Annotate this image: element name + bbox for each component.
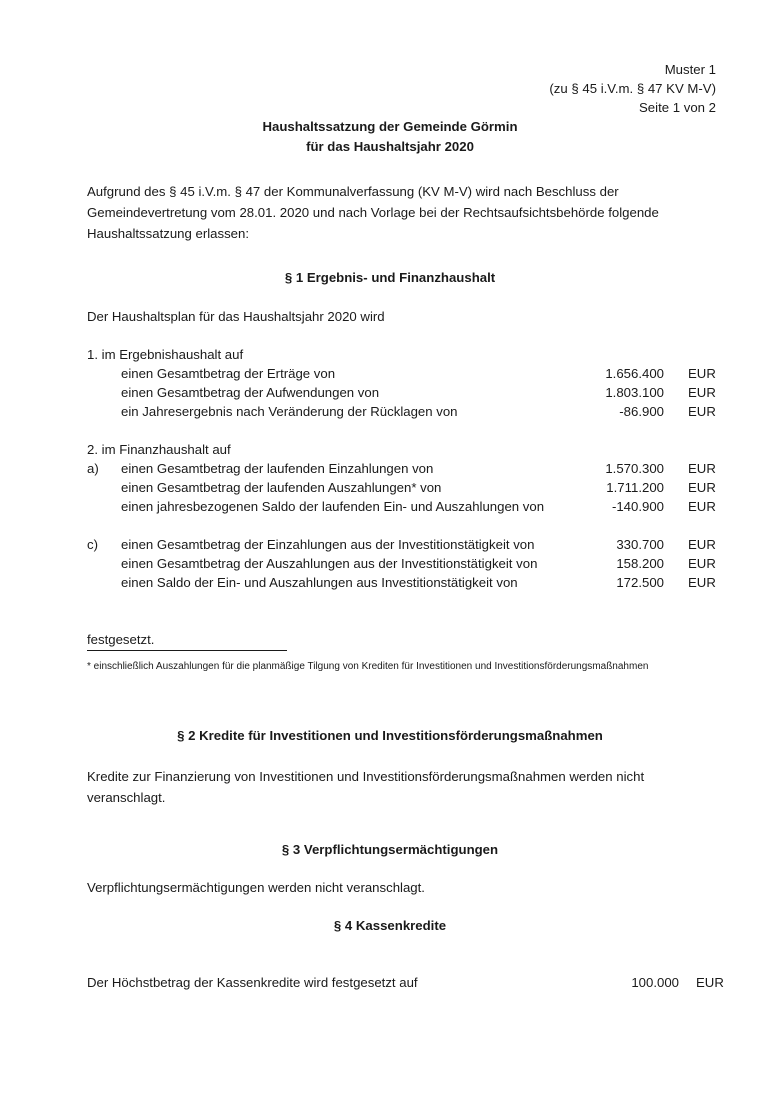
finanz-row-label: einen Gesamtbetrag der Einzahlungen aus der Investitionstätigkeit von — [121, 537, 535, 552]
ergebnis-heading: 1. im Ergebnishaushalt auf — [87, 347, 244, 362]
section-3-heading: § 3 Verpflichtungsermächtigungen — [281, 842, 499, 857]
finanz-heading: 2. im Finanzhaushalt auf — [87, 442, 231, 457]
finanz-row-currency: EUR — [688, 461, 716, 476]
finanz-row-amount: 1.570.300 — [605, 461, 664, 476]
ergebnis-row-amount: 1.803.100 — [605, 385, 664, 400]
section-1-heading: § 1 Ergebnis- und Finanzhaushalt — [284, 270, 496, 285]
list-marker-a: a) — [87, 461, 99, 476]
section-4-currency: EUR — [696, 975, 724, 990]
finanz-row-label: einen jahresbezogenen Saldo der laufenden Ein- und Auszahlungen von — [121, 499, 545, 514]
section-1-lead: Der Haushaltsplan für das Haushaltsjahr 2020 wird — [87, 309, 385, 324]
list-marker-c: c) — [87, 537, 98, 552]
section-3-text: Verpflichtungsermächtigungen werden nicht veranschlagt. — [87, 880, 425, 895]
finanz-row-label: einen Gesamtbetrag der laufenden Auszahlungen* von — [121, 480, 442, 495]
section-2-heading: § 2 Kredite für Investitionen und Investitionsförderungsmaßnahmen — [177, 728, 603, 743]
ergebnis-row-currency: EUR — [688, 385, 716, 400]
finanz-row-currency: EUR — [688, 499, 716, 514]
footnote: * einschließlich Auszahlungen für die planmäßige Tilgung von Krediten für Investitionen und Investitionsförderungsmaßnahmen — [87, 661, 649, 672]
closing-text: festgesetzt. — [87, 632, 155, 647]
ergebnis-row-currency: EUR — [688, 366, 716, 381]
finanz-row-amount: 172.500 — [616, 575, 664, 590]
form-number: Muster 1 — [664, 62, 716, 77]
finanz-row-currency: EUR — [688, 480, 716, 495]
ergebnis-row-label: einen Gesamtbetrag der Aufwendungen von — [121, 385, 380, 400]
finanz-row-currency: EUR — [688, 537, 716, 552]
ergebnis-row-amount: 1.656.400 — [605, 366, 664, 381]
finanz-row-label: einen Gesamtbetrag der laufenden Einzahlungen von — [121, 461, 434, 476]
document-subtitle: für das Haushaltsjahr 2020 — [306, 139, 474, 154]
section-4-label: Der Höchstbetrag der Kassenkredite wird festgesetzt auf — [87, 975, 418, 990]
ergebnis-row-currency: EUR — [688, 404, 716, 419]
ergebnis-row-amount: -86.900 — [619, 404, 664, 419]
finanz-row-label: einen Saldo der Ein- und Auszahlungen aus Investitionstätigkeit von — [121, 575, 518, 590]
legal-reference: (zu § 45 i.V.m. § 47 KV M-V) — [549, 81, 716, 96]
finanz-row-amount: 330.700 — [616, 537, 664, 552]
intro-paragraph: Aufgrund des § 45 i.V.m. § 47 der Kommunalverfassung (KV M-V) wird nach Beschluss der Gemeindevertretung vom 28.01. 2020 und nach Vorlage bei der Rechtsaufsichtsbehörde folgende Haushaltssatzung erlassen: — [87, 184, 659, 241]
finanz-row-currency: EUR — [688, 575, 716, 590]
section-4-amount: 100.000 — [631, 975, 679, 990]
finanz-row-label: einen Gesamtbetrag der Auszahlungen aus der Investitionstätigkeit von — [121, 556, 538, 571]
finanz-row-amount: 158.200 — [616, 556, 664, 571]
document-title: Haushaltssatzung der Gemeinde Görmin — [262, 119, 518, 134]
finanz-row-currency: EUR — [688, 556, 716, 571]
footnote-separator — [87, 650, 287, 651]
section-4-heading: § 4 Kassenkredite — [333, 918, 447, 933]
finanz-row-amount: 1.711.200 — [606, 480, 664, 495]
ergebnis-row-label: einen Gesamtbetrag der Erträge von — [121, 366, 336, 381]
section-2-text: Kredite zur Finanzierung von Investitionen und Investitionsförderungsmaßnahmen werden nicht veranschlagt. — [87, 769, 645, 805]
finanz-row-amount: -140.900 — [611, 499, 664, 514]
page-indicator: Seite 1 von 2 — [639, 100, 716, 115]
ergebnis-row-label: ein Jahresergebnis nach Veränderung der Rücklagen von — [121, 404, 458, 419]
